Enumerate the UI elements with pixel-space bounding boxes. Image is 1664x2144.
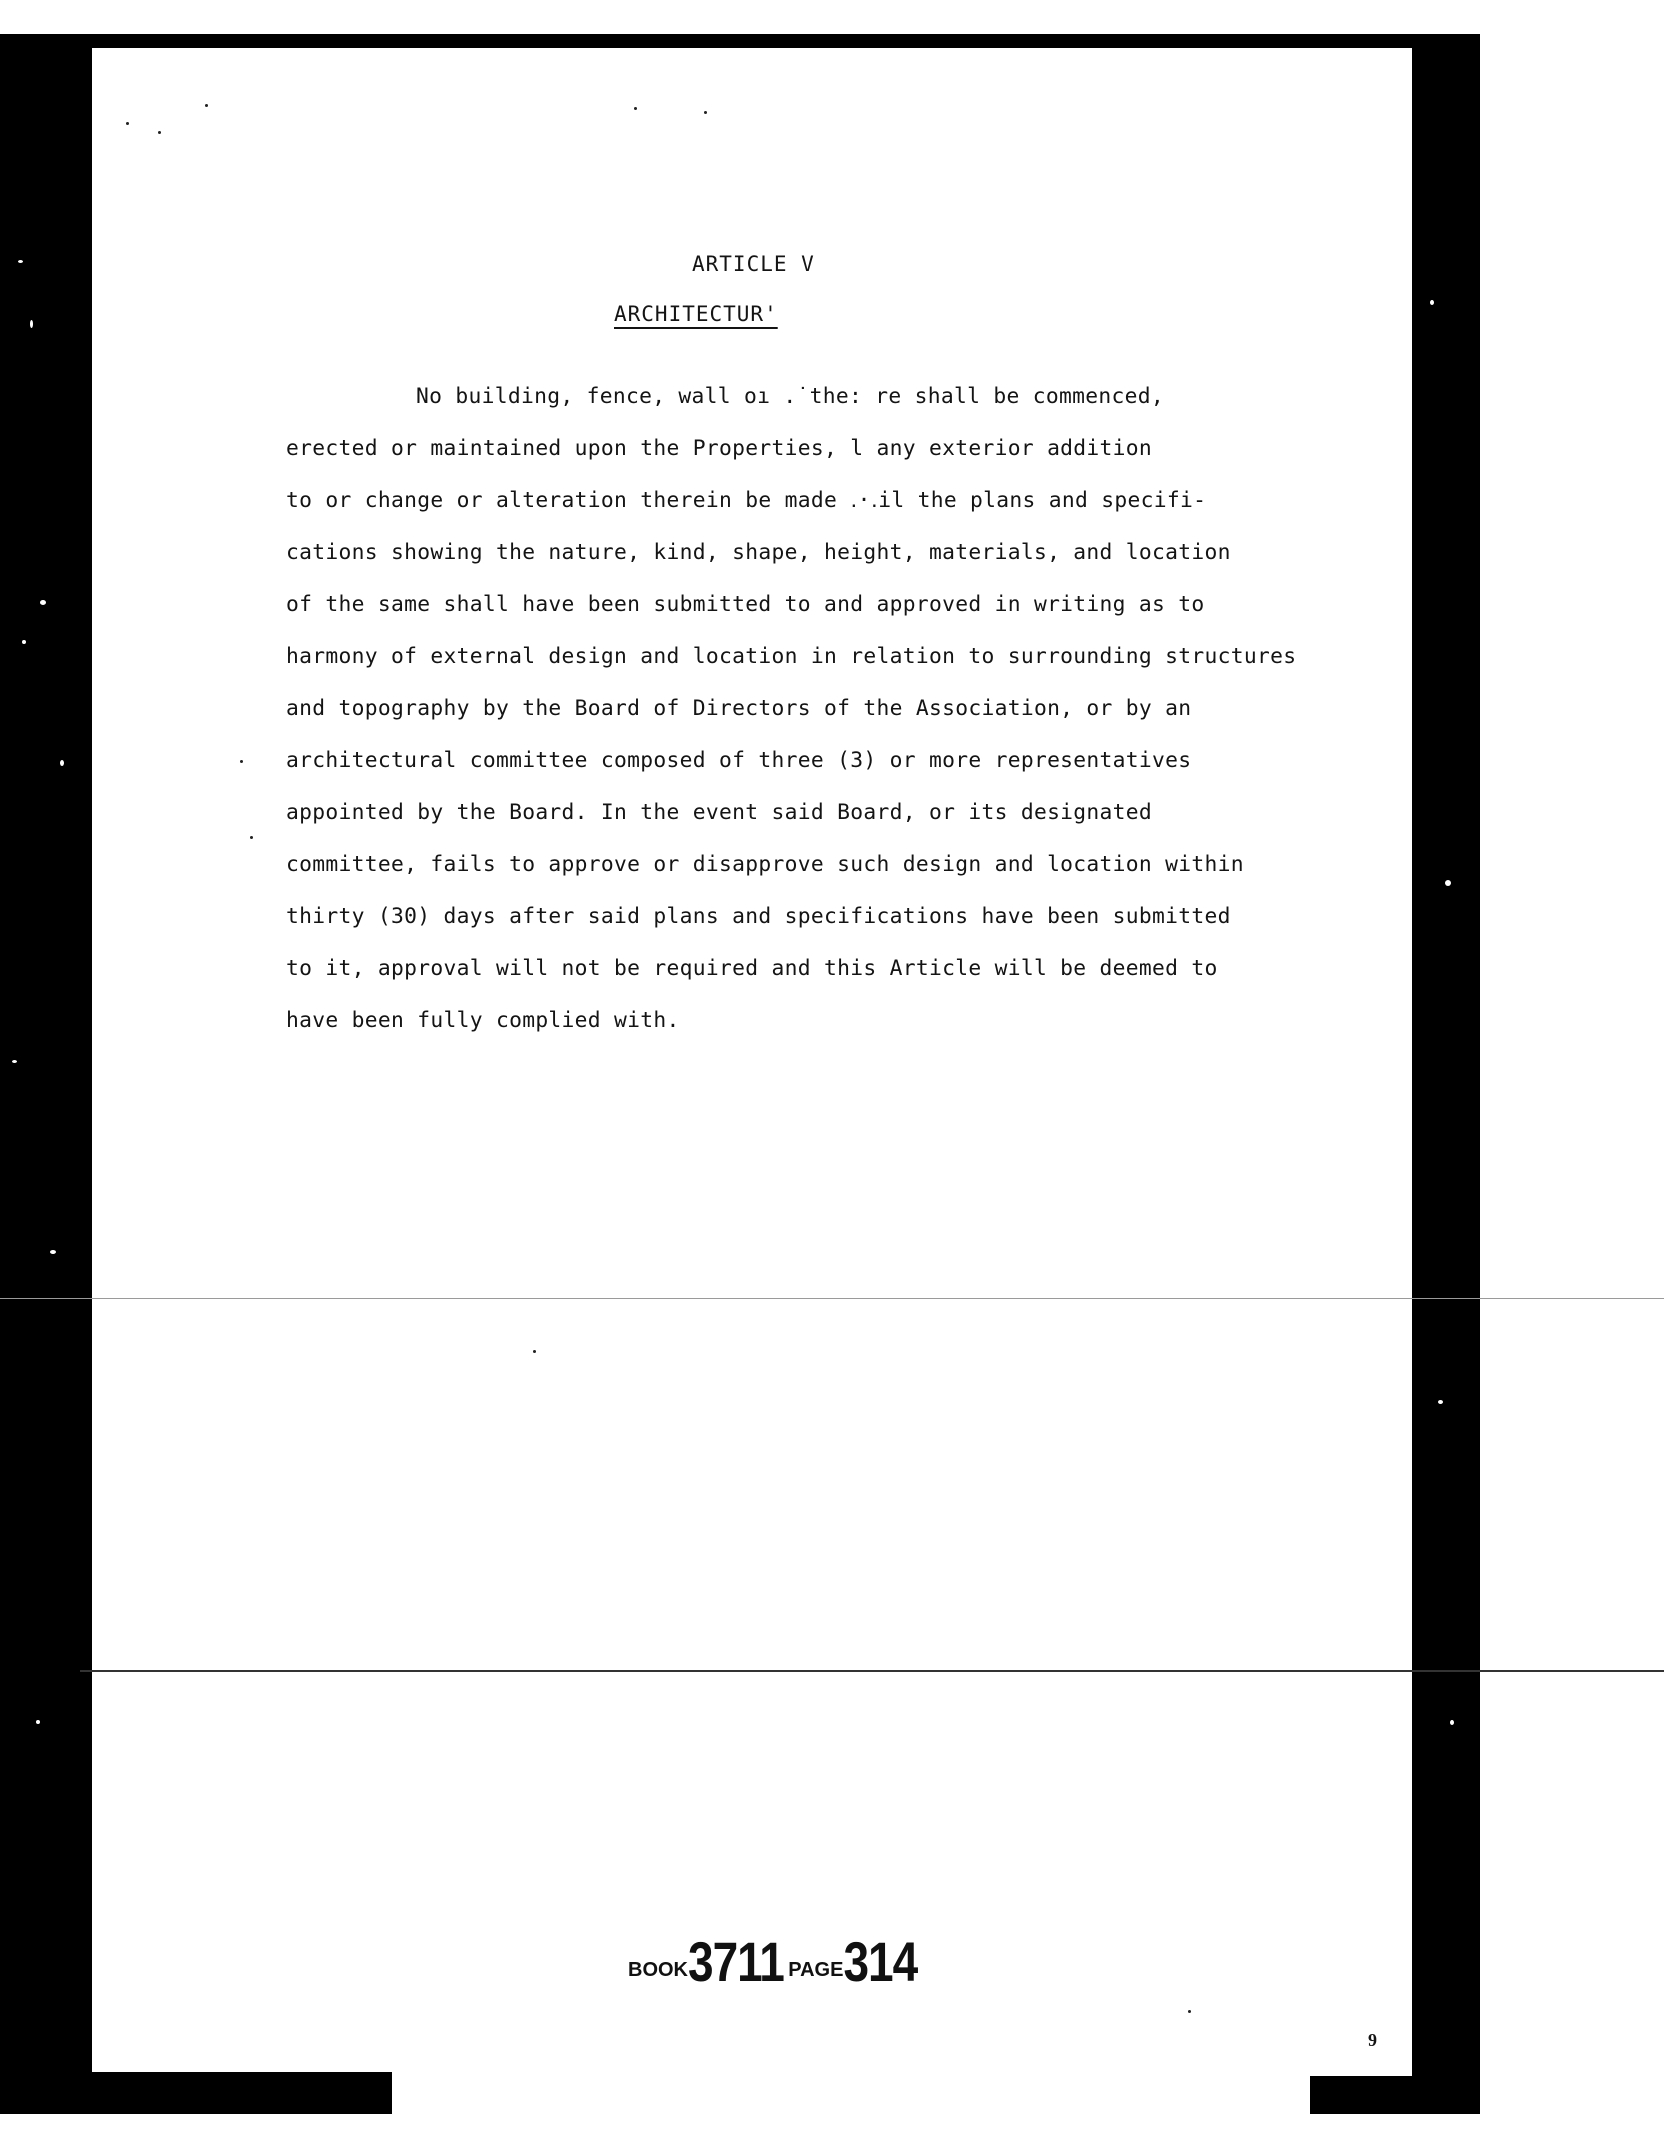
body-line: of the same shall have been submitted to and approved in writing as to [286, 592, 1205, 617]
document-page [92, 48, 1412, 2072]
scan-border-left [0, 34, 92, 2114]
scan-border-right [1412, 34, 1480, 2114]
scan-speck [1445, 880, 1451, 886]
scan-speck [1450, 1720, 1454, 1725]
scan-speck [126, 122, 129, 125]
body-line: thirty (30) days after said plans and specifications have been submitted [286, 904, 1231, 929]
scan-speck [12, 1060, 17, 1063]
body-line: architectural committee composed of three (3) or more representatives [286, 748, 1192, 773]
section-heading: ARCHITECTUR' [614, 302, 778, 326]
scan-speck [50, 1250, 56, 1254]
scan-speck [1188, 2010, 1191, 2013]
book-label: BOOK [628, 1959, 688, 1981]
page-label: PAGE [788, 1959, 844, 1981]
scan-speck [18, 260, 23, 263]
scan-line [80, 1670, 1664, 1672]
scan-speck [205, 104, 208, 107]
scan-border-bottom-right [1310, 2076, 1420, 2114]
scan-speck [22, 640, 26, 644]
body-line: have been fully complied with. [286, 1008, 680, 1033]
body-line: No building, fence, wall oı .˙the: re shall be commenced, [416, 384, 1164, 409]
body-line: erected or maintained upon the Properties, l any exterior addition [286, 436, 1153, 461]
stamp-page-number: 314 [843, 1930, 918, 1994]
body-line: harmony of external design and location in relation to surrounding structures [286, 644, 1297, 669]
book-page-stamp [628, 1930, 918, 1994]
article-title: ARTICLE V [692, 252, 815, 276]
scan-border-bottom-left [92, 2072, 392, 2114]
scan-speck [250, 836, 253, 839]
scan-speck [533, 1350, 536, 1353]
body-line: and topography by the Board of Directors of the Association, or by an [286, 696, 1192, 721]
scan-speck [60, 760, 64, 766]
body-line: to it, approval will not be required and this Article will be deemed to [286, 956, 1218, 981]
body-line: cations showing the nature, kind, shape, height, materials, and location [286, 540, 1231, 565]
scan-speck [704, 111, 707, 114]
body-line: committee, fails to approve or disapprove such design and location within [286, 852, 1244, 877]
book-number: 3711 [688, 1930, 784, 1994]
scan-speck [240, 760, 243, 763]
scan-speck [1438, 1400, 1443, 1404]
scan-speck [158, 131, 161, 134]
scan-speck [1430, 300, 1434, 305]
body-line: appointed by the Board. In the event said Board, or its designated [286, 800, 1153, 825]
scan-border-top [60, 34, 1480, 48]
scan-speck [40, 600, 46, 605]
scan-line [0, 1298, 1664, 1299]
page-number: 9 [1368, 2030, 1377, 2050]
body-line: to or change or alteration therein be made ․·․il the plans and specifi- [286, 488, 1207, 513]
scan-speck [36, 1720, 40, 1724]
scan-speck [634, 107, 637, 110]
scan-speck [30, 320, 33, 328]
